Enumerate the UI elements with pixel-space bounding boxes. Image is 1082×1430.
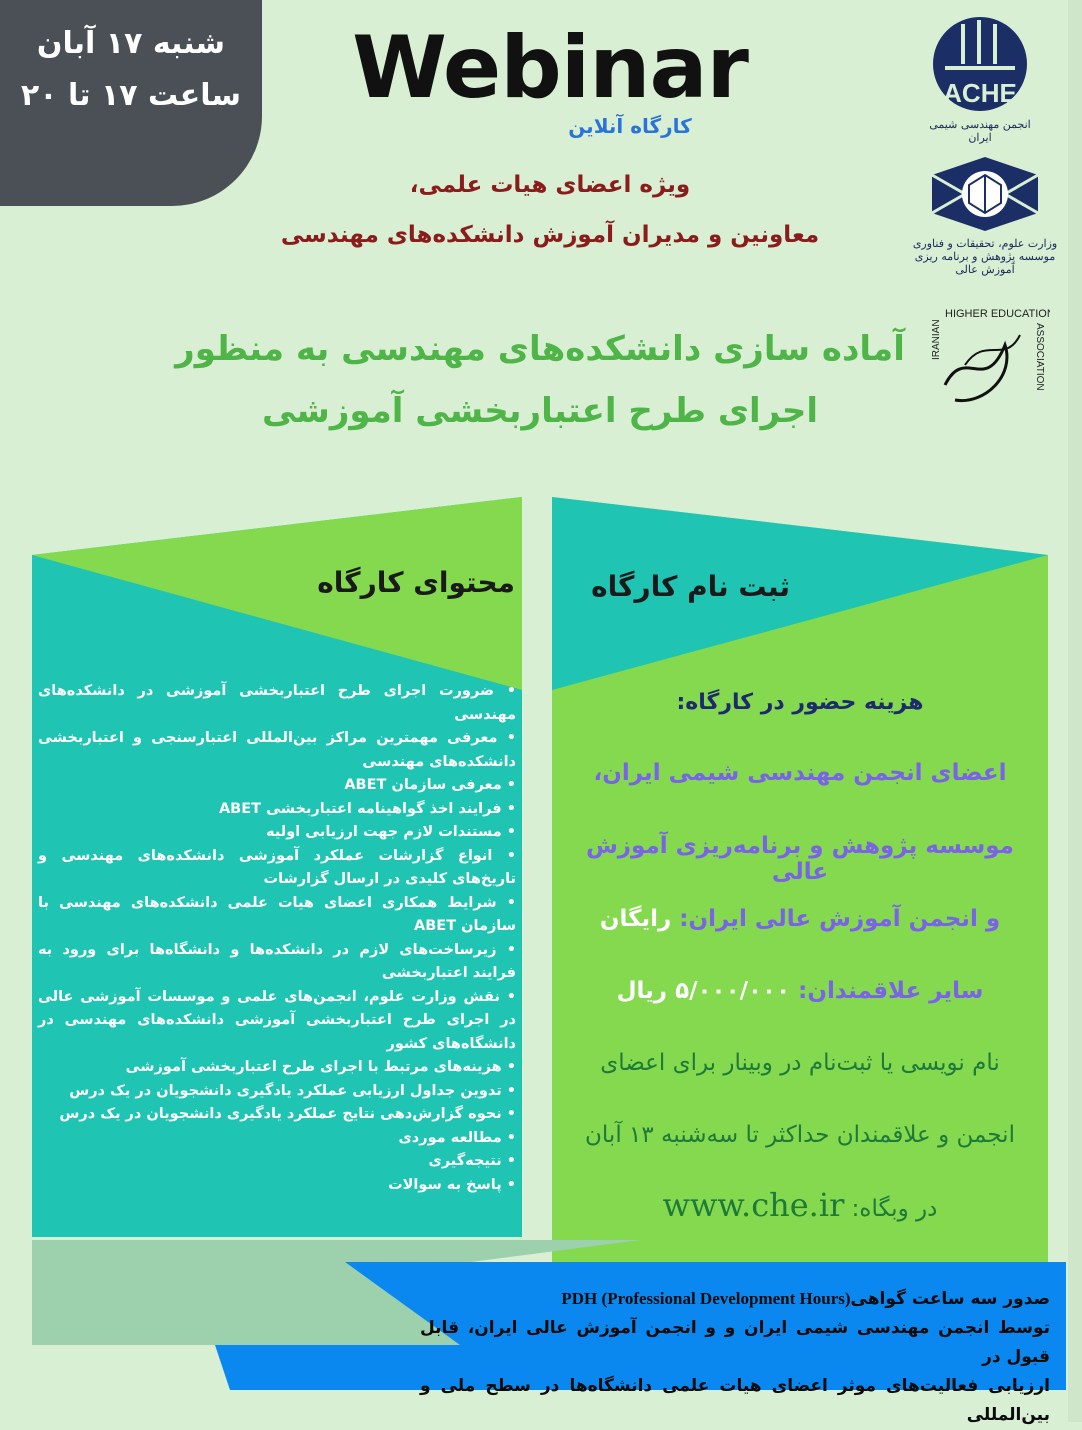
content-list	[38, 680, 516, 1197]
content-panel-title: محتوای کارگاه	[317, 566, 515, 599]
che-logo-icon	[925, 14, 1035, 114]
online-workshop-label: کارگاه آنلاین	[568, 114, 692, 138]
certificate-text	[420, 1284, 1050, 1430]
ministry-caption-2: موسسه پژوهش و برنامه ریزی آموزش عالی	[914, 250, 1056, 276]
list-item: • نقش وزارت علوم، انجمن‌های علمی و موسسات آموزشی عالی در اجرای طرح اعتباربخشی آموزشی دانشکده‌های مهندسی در دانشگاه‌های کشور	[38, 988, 516, 1052]
ministry-logo-icon	[905, 155, 1065, 233]
website-label: در وبگاه:	[851, 1196, 938, 1222]
list-item: • معرفی مهمترین مراکز بین‌المللی اعتبارسنجی و اعتباربخشی دانشکده‌های مهندسی	[38, 730, 516, 770]
others-fee: ۵/۰۰۰/۰۰۰ ریال	[616, 978, 791, 1004]
website-link[interactable]: www.che.ir	[662, 1186, 845, 1224]
title-line-2: اجرای طرح اعتباربخشی آموزشی	[262, 391, 818, 431]
list-item: • تدوین جداول ارزیابی عملکرد یادگیری دانشجویان در یک درس	[69, 1082, 516, 1099]
list-item: • مستندات لازم جهت ارزیابی اولیه	[266, 824, 516, 840]
title-line-1: آماده سازی دانشکده‌های مهندسی به منظور	[175, 329, 905, 369]
svg-text:HIGHER EDUCATION: HIGHER EDUCATION	[945, 308, 1050, 320]
svg-text:ASSOCIATION: ASSOCIATION	[1034, 323, 1045, 391]
certificate-line-1	[420, 1284, 1050, 1314]
fee-heading: هزینه حضور در کارگاه:	[676, 690, 924, 715]
list-item: • انواع گزارشات عملکرد آموزشی دانشکده‌های مهندسی و تاریخ‌های کلیدی در ارسال گزارشات	[38, 847, 516, 887]
list-item: • پاسخ به سوالات	[388, 1176, 516, 1193]
list-item: • نحوه گزارش‌دهی نتایج عملکرد یادگیری دانشجویان در یک درس	[59, 1106, 516, 1122]
ministry-caption-1: وزارت علوم، تحقیقات و فناوری	[912, 237, 1058, 250]
list-item: • فرایند اخذ گواهینامه اعتباربخشی ABET	[218, 800, 516, 817]
others-fee-line	[560, 978, 1040, 1004]
list-item: • ضرورت اجرای طرح اعتباربخشی آموزشی در دانشکده‌های مهندسی	[38, 683, 516, 723]
list-item: • نتیجه‌گیری	[428, 1153, 516, 1169]
webinar-heading: Webinar	[352, 18, 748, 118]
che-logo	[925, 14, 1035, 144]
certificate-line-1-fa: صدور سه ساعت گواهی	[850, 1289, 1050, 1309]
ministry-logo	[905, 155, 1065, 276]
right-edge-strip	[1068, 0, 1082, 1422]
list-item: • معرفی سازمان ABET	[344, 777, 516, 793]
members-line-3	[560, 906, 1040, 932]
deadline-line-2: انجمن و علاقمندان حداکثر تا سه‌شنبه ۱۳ آبان	[585, 1122, 1015, 1148]
deadline-line-1: نام نویسی یا ثبت‌نام در وبینار برای اعضای	[600, 1050, 1000, 1076]
others-label: سایر علاقمندان:	[798, 978, 984, 1004]
date-line: شنبه ۱۷ آبان	[36, 26, 226, 61]
website-line	[560, 1186, 1040, 1224]
audience-line-1: ویژه اعضای هیات علمی،	[409, 172, 691, 198]
svg-text:ACHE: ACHE	[943, 78, 1017, 108]
time-line: ساعت ۱۷ تا ۲۰	[20, 78, 242, 113]
list-item: • زیرساخت‌های لازم در دانشکده‌ها و دانشگاه‌ها برای ورود به فرایند اعتباربخشی	[38, 941, 516, 981]
list-item: • هزینه‌های مرتبط با اجرای طرح اعتباربخشی آموزشی	[125, 1059, 516, 1075]
workshop-title	[170, 318, 910, 442]
hea-logo-icon	[925, 305, 1050, 420]
svg-text:IRANIAN: IRANIAN	[931, 319, 942, 360]
certificate-line-1-en: (Professional Development Hours) PDH	[561, 1289, 851, 1308]
audience-line-2: معاونین و مدیران آموزش دانشکده‌های مهندسی	[280, 222, 820, 248]
che-logo-caption: انجمن مهندسی شیمی ایران	[929, 118, 1031, 144]
registration-panel-title: ثبت نام کارگاه	[591, 570, 790, 603]
members-line-3-label: و انجمن آموزش عالی ایران:	[679, 906, 1001, 932]
certificate-line-2: توسط انجمن مهندسی شیمی ایران و و انجمن آموزش عالی ایران، قابل قبول در	[420, 1318, 1050, 1367]
members-fee: رایگان	[599, 906, 672, 932]
list-item: • شرایط همکاری اعضای هیات علمی دانشکده‌های مهندسی با سازمان ABET	[38, 894, 516, 934]
list-item: • مطالعه موردی	[398, 1129, 516, 1146]
certificate-line-3: ارزیابی فعالیت‌های موثر اعضای هیات علمی دانشگاه‌ها در سطح ملی و بین‌المللی	[420, 1376, 1050, 1425]
members-line-2: موسسه پژوهش و برنامه‌ریزی آموزش عالی	[586, 833, 1014, 885]
members-line-1: اعضای انجمن مهندسی شیمی ایران،	[593, 760, 1007, 786]
hea-logo	[925, 305, 1050, 420]
